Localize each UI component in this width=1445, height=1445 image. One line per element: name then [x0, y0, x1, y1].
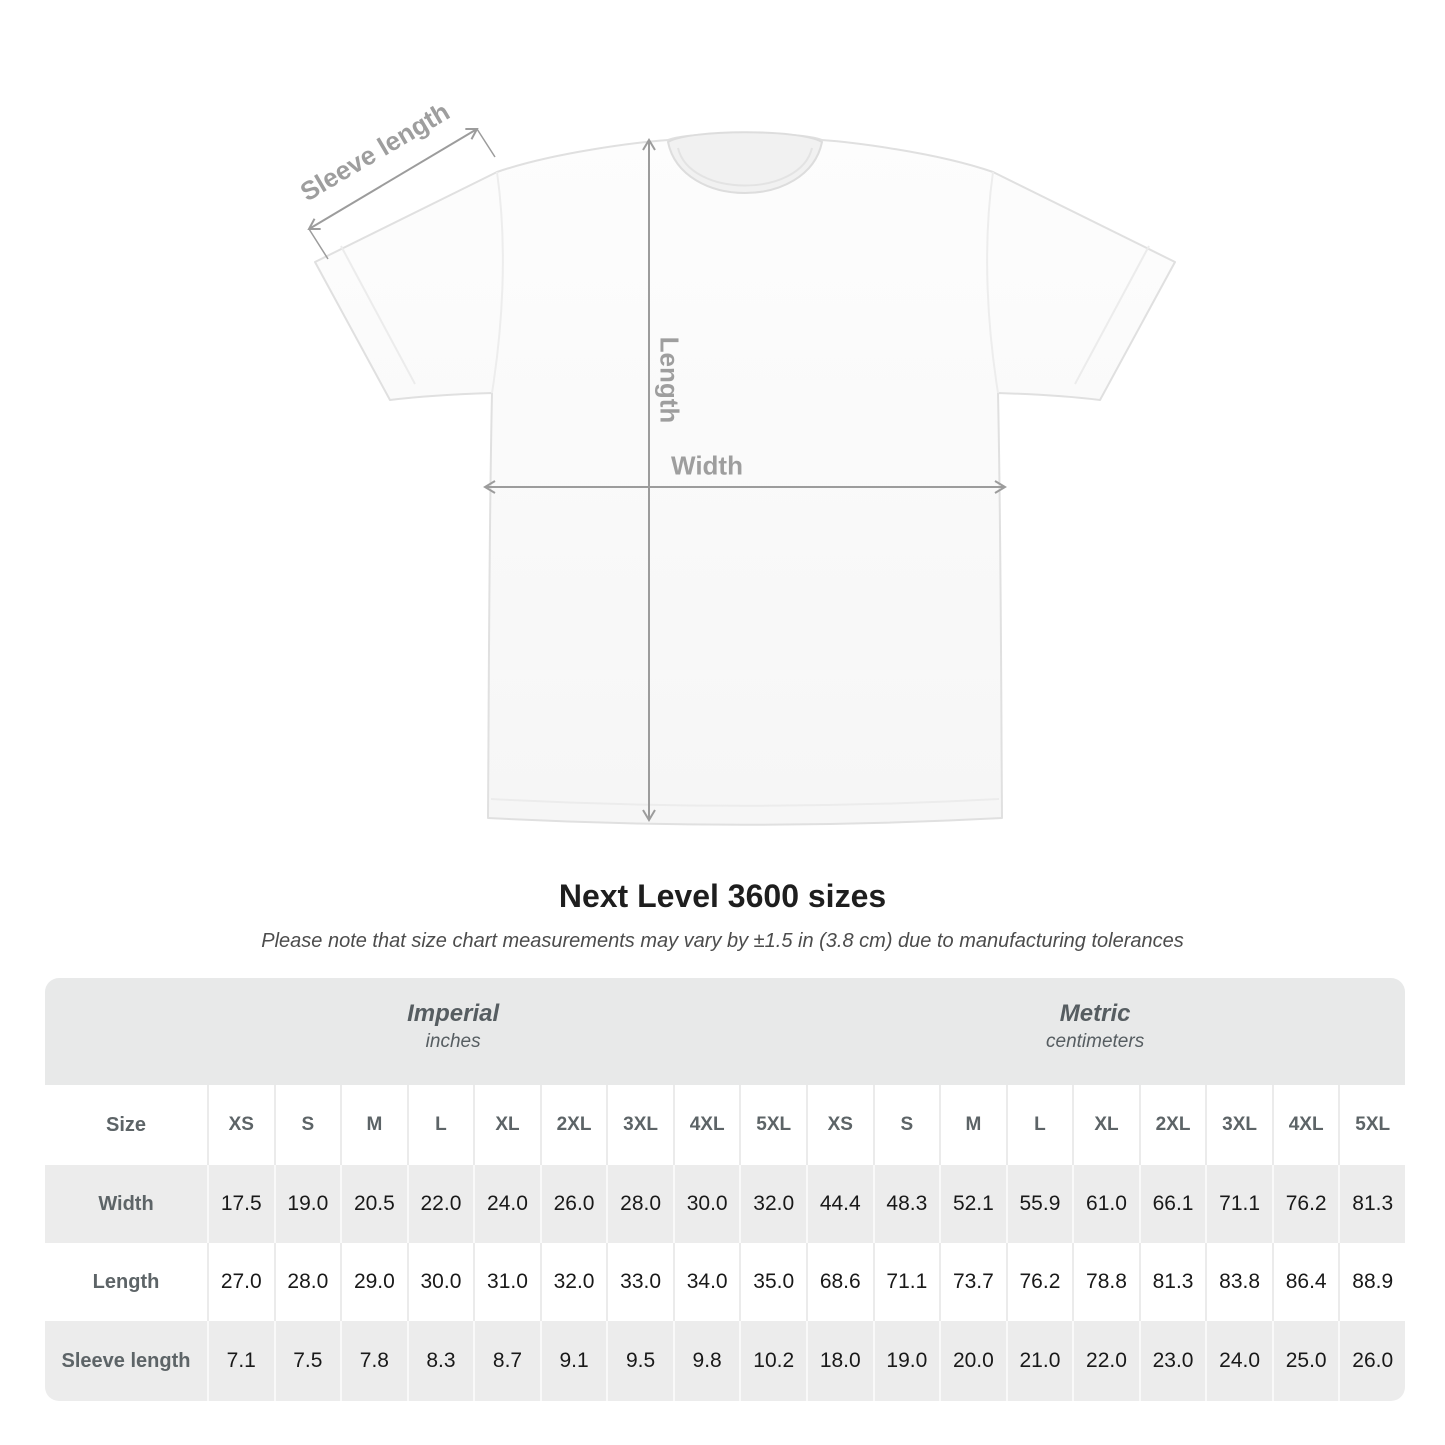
row-label-width: Width: [98, 1192, 154, 1215]
value-cell: 21.0: [1006, 1321, 1073, 1401]
row-label-length: Length: [92, 1270, 160, 1293]
value-cell: 22.0: [407, 1165, 474, 1243]
page-title: Next Level 3600 sizes: [558, 878, 887, 914]
value-cell: 33.0: [606, 1243, 673, 1321]
value-cell: 81.3: [1338, 1165, 1405, 1243]
table-row-sleeve-length: [45, 1321, 1405, 1401]
value-cell: 9.8: [673, 1321, 740, 1401]
sleeve-length-label: Sleeve length: [294, 96, 455, 208]
value-cell: 86.4: [1272, 1243, 1339, 1321]
value-cell: 20.5: [340, 1165, 407, 1243]
value-cell: 23.0: [1139, 1321, 1206, 1401]
table-row-length: [45, 1243, 1405, 1321]
value-cell: 9.1: [540, 1321, 607, 1401]
size-column-header: 5XL: [739, 1085, 806, 1165]
size-header-label: Size: [105, 1113, 147, 1136]
size-column-header: XS: [806, 1085, 873, 1165]
value-cell: 26.0: [1338, 1321, 1405, 1401]
tshirt-body-shape: [315, 133, 1175, 825]
size-column-header: 3XL: [606, 1085, 673, 1165]
size-column-header: XL: [1072, 1085, 1139, 1165]
value-cell: 78.8: [1072, 1243, 1139, 1321]
length-label: Length: [654, 336, 685, 424]
value-cell: 20.0: [939, 1321, 1006, 1401]
value-cell: 9.5: [606, 1321, 673, 1401]
value-cell: 32.0: [739, 1165, 806, 1243]
value-cell: 25.0: [1272, 1321, 1339, 1401]
value-cell: 7.5: [274, 1321, 341, 1401]
size-column-header: 3XL: [1205, 1085, 1272, 1165]
size-column-header: S: [873, 1085, 940, 1165]
size-column-header: L: [1006, 1085, 1073, 1165]
value-cell: 71.1: [873, 1243, 940, 1321]
imperial-label: Imperial: [407, 1000, 500, 1027]
value-cell: 44.4: [806, 1165, 873, 1243]
value-cell: 7.1: [207, 1321, 274, 1401]
value-cell: 8.3: [407, 1321, 474, 1401]
size-column-header: 2XL: [540, 1085, 607, 1165]
value-cell: 30.0: [673, 1165, 740, 1243]
imperial-sublabel: inches: [425, 1031, 481, 1053]
value-cell: 68.6: [806, 1243, 873, 1321]
value-cell: 19.0: [274, 1165, 341, 1243]
value-cell: 76.2: [1272, 1165, 1339, 1243]
value-cell: 30.0: [407, 1243, 474, 1321]
value-cell: 19.0: [873, 1321, 940, 1401]
value-cell: 22.0: [1072, 1321, 1139, 1401]
value-cell: 71.1: [1205, 1165, 1272, 1243]
value-cell: 32.0: [540, 1243, 607, 1321]
width-label: Width: [671, 450, 743, 481]
value-cell: 26.0: [540, 1165, 607, 1243]
value-cell: 18.0: [806, 1321, 873, 1401]
value-cell: 73.7: [939, 1243, 1006, 1321]
table-row-width: [45, 1165, 1405, 1243]
size-column-header: 5XL: [1338, 1085, 1405, 1165]
size-column-header: L: [407, 1085, 474, 1165]
value-cell: 88.9: [1338, 1243, 1405, 1321]
value-cell: 76.2: [1006, 1243, 1073, 1321]
value-cell: 24.0: [473, 1165, 540, 1243]
value-cell: 34.0: [673, 1243, 740, 1321]
value-cell: 8.7: [473, 1321, 540, 1401]
value-cell: 52.1: [939, 1165, 1006, 1243]
unit-header-band: [45, 978, 1405, 1085]
size-table: [45, 978, 1405, 1401]
size-column-header: M: [340, 1085, 407, 1165]
size-column-header: 4XL: [673, 1085, 740, 1165]
size-column-header: S: [274, 1085, 341, 1165]
metric-sublabel: centimeters: [1046, 1031, 1145, 1053]
value-cell: 27.0: [207, 1243, 274, 1321]
metric-header: [805, 978, 1405, 1085]
row-label-sleeve-length: Sleeve length: [61, 1349, 191, 1372]
size-column-header: XS: [207, 1085, 274, 1165]
value-cell: 35.0: [739, 1243, 806, 1321]
size-column-header: M: [939, 1085, 1006, 1165]
value-cell: 29.0: [340, 1243, 407, 1321]
value-cell: 48.3: [873, 1165, 940, 1243]
value-cell: 10.2: [739, 1321, 806, 1401]
value-cell: 31.0: [473, 1243, 540, 1321]
value-cell: 17.5: [207, 1165, 274, 1243]
imperial-header: [45, 978, 805, 1085]
value-cell: 55.9: [1006, 1165, 1073, 1243]
size-column-header: 4XL: [1272, 1085, 1339, 1165]
metric-label: Metric: [1059, 1000, 1131, 1027]
value-cell: 61.0: [1072, 1165, 1139, 1243]
value-cell: 28.0: [274, 1243, 341, 1321]
size-column-header: XL: [473, 1085, 540, 1165]
size-header-row: [45, 1085, 1405, 1165]
value-cell: 83.8: [1205, 1243, 1272, 1321]
value-cell: 81.3: [1139, 1243, 1206, 1321]
value-cell: 28.0: [606, 1165, 673, 1243]
value-cell: 7.8: [340, 1321, 407, 1401]
tolerance-note: Please note that size chart measurements may vary by ±1.5 in (3.8 cm) due to manufacturing tolerances: [261, 930, 1184, 952]
size-column-header: 2XL: [1139, 1085, 1206, 1165]
value-cell: 66.1: [1139, 1165, 1206, 1243]
value-cell: 24.0: [1205, 1321, 1272, 1401]
